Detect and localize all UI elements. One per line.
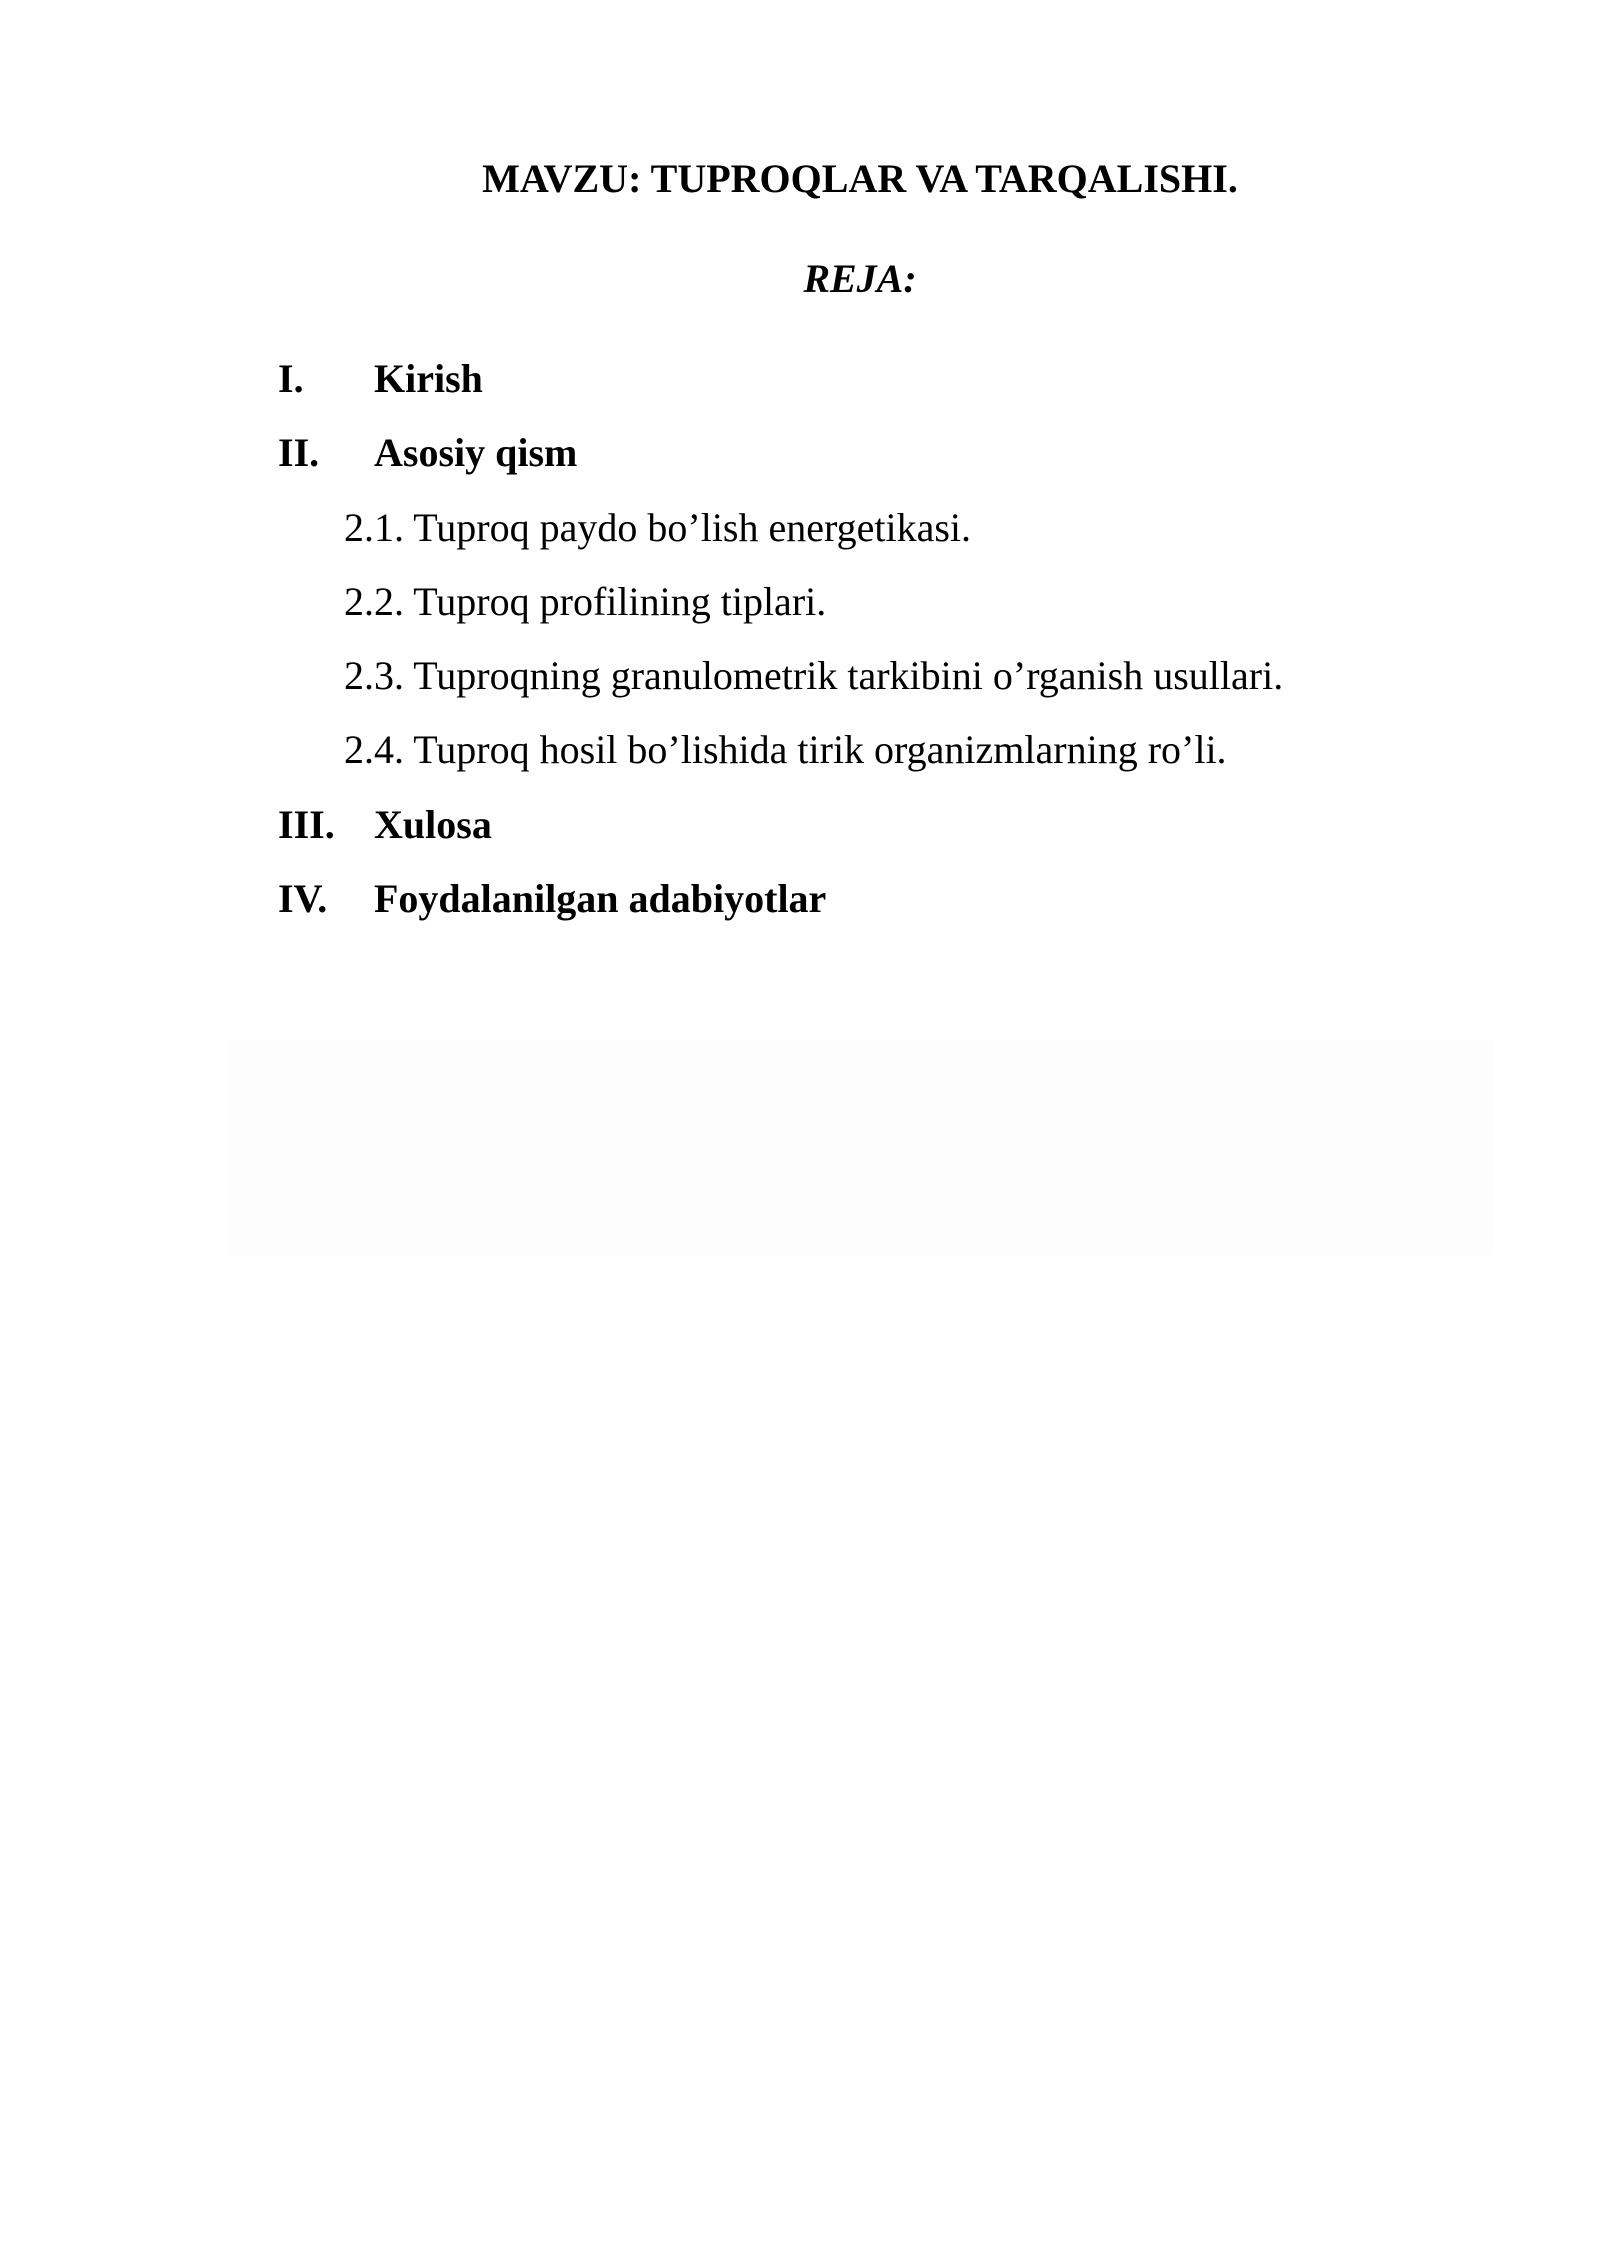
plan-item-section — [278, 801, 1478, 875]
subsection-title: 2.2. Tuproq profilining tiplari. — [344, 578, 827, 624]
section-title: Xulosa — [374, 801, 492, 847]
subsection-title: 2.4. Tuproq hosil bo’lishida tirik organizmlarning ro’li. — [344, 727, 1227, 773]
section-title: Kirish — [374, 356, 483, 401]
subsection-title: 2.1. Tuproq paydo bo’lish energetikasi. — [344, 504, 972, 550]
subsection-title: 2.3. Tuproqning granulometrik tarkibini o’rganish usullari. — [344, 653, 1284, 699]
plan-item-subsection — [278, 578, 1478, 652]
document-title: MAVZU: TUPROQLAR VA TARQALISHI. — [482, 156, 1238, 201]
plan-item-section — [278, 875, 1478, 949]
plan-item-subsection — [278, 504, 1478, 578]
blank-area — [228, 1040, 1493, 1255]
section-number: IV. — [278, 876, 328, 922]
section-number: I. — [278, 356, 304, 401]
section-number: II. — [278, 430, 320, 476]
plan-item-subsection — [278, 726, 1478, 800]
plan-item-section — [278, 429, 1478, 503]
section-title: Foydalanilgan adabiyotlar — [374, 876, 827, 922]
plan-item-section — [278, 355, 1478, 429]
plan-item-subsection — [278, 652, 1478, 726]
plan-list — [278, 355, 1478, 949]
section-title: Asosiy qism — [374, 430, 578, 476]
section-number: III. — [278, 801, 335, 847]
plan-heading: REJA: — [803, 256, 917, 301]
